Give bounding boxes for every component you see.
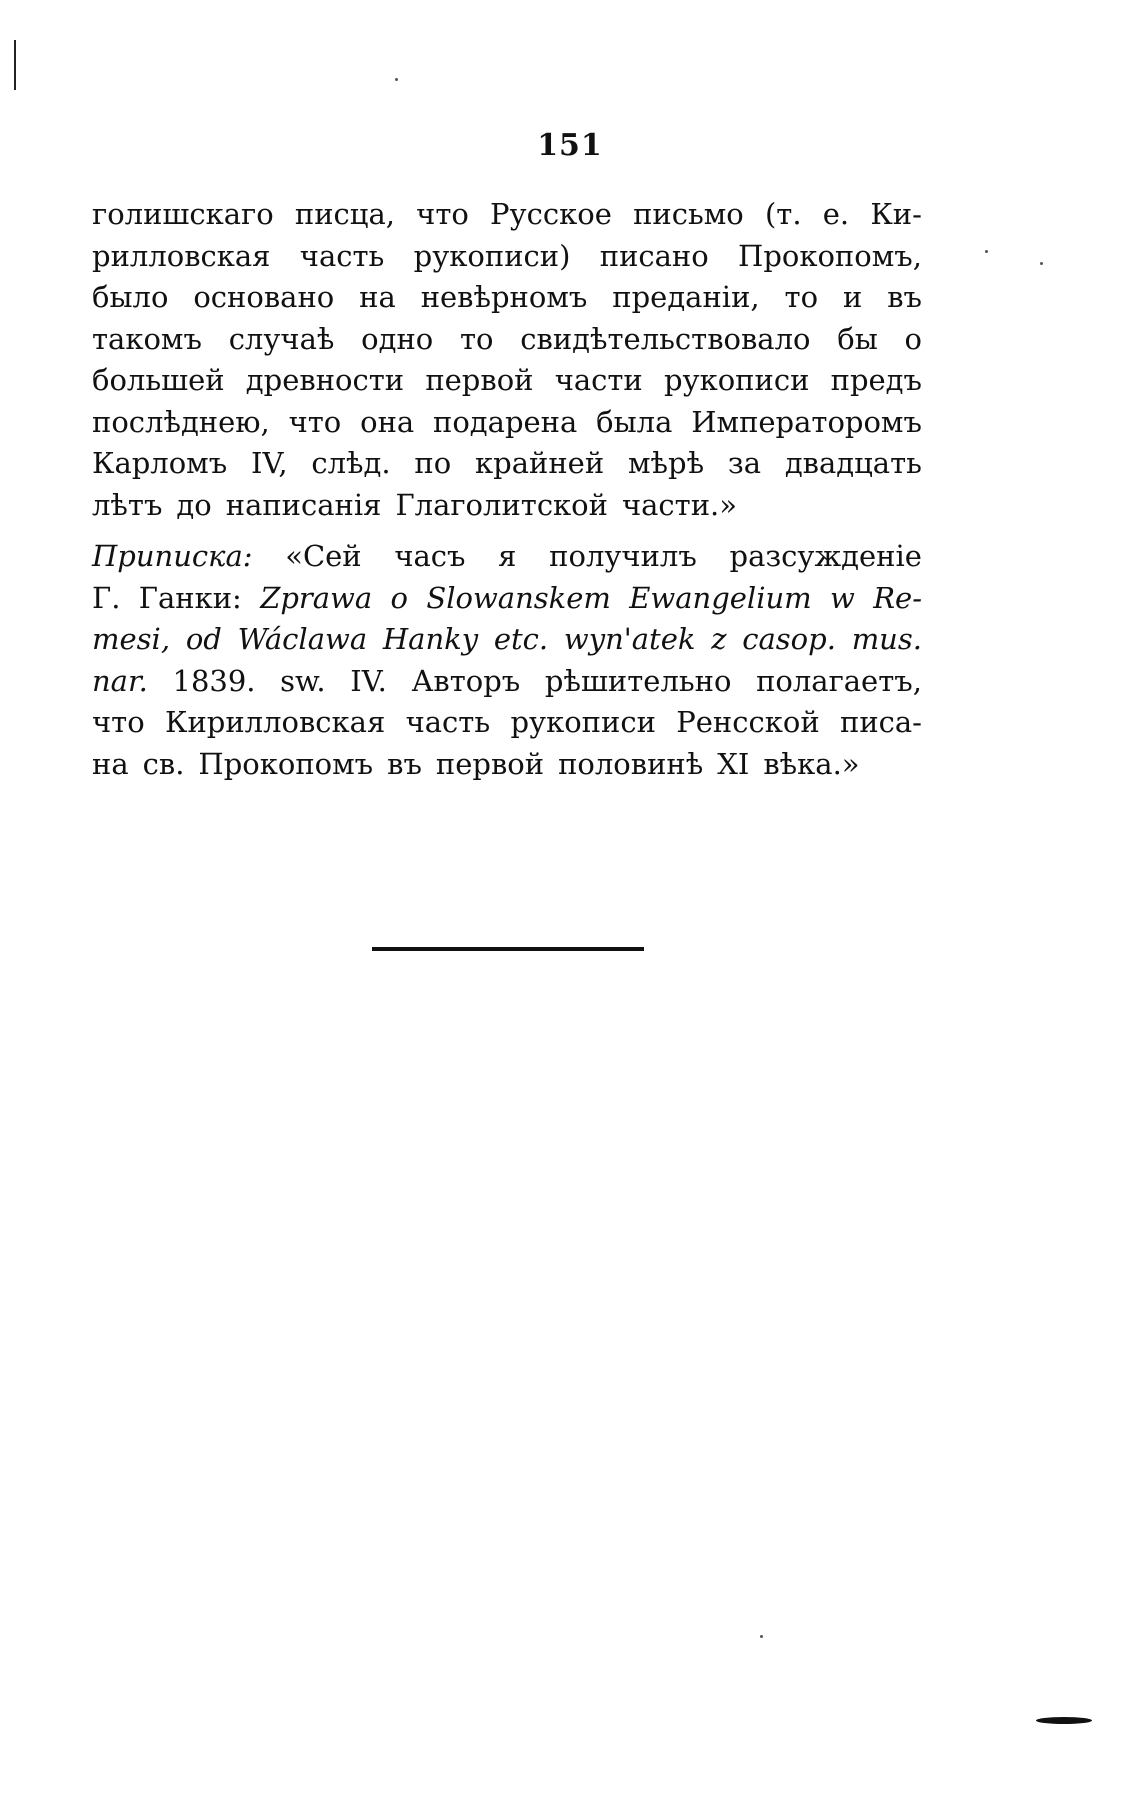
text-line <box>92 194 922 236</box>
word: одно <box>361 321 434 356</box>
word: IV, <box>251 446 288 480</box>
text-line <box>92 744 922 786</box>
word: z <box>711 622 727 656</box>
text-line <box>92 702 922 744</box>
word: Ки- <box>870 197 922 231</box>
page-number: 151 <box>537 128 603 163</box>
text-line <box>92 443 922 485</box>
word: Г. <box>92 580 121 615</box>
word: разсужденіе <box>729 539 922 573</box>
word: Карломъ <box>92 446 228 480</box>
word: части <box>554 363 643 397</box>
word: я <box>498 539 517 573</box>
word: послѣднею, <box>92 404 270 439</box>
word: Прокопомъ <box>198 746 374 781</box>
word: рукописи <box>663 363 810 397</box>
word: крайней <box>475 446 605 480</box>
word: то <box>459 321 494 356</box>
text-line <box>92 277 922 319</box>
word: за <box>727 446 762 480</box>
word: w <box>830 580 855 615</box>
word: Ренсской <box>676 705 820 739</box>
text-line <box>92 578 922 620</box>
word: Hanky <box>382 622 479 656</box>
word: (т. <box>764 197 802 231</box>
word: Императоромъ <box>691 404 922 439</box>
word: XI <box>717 746 750 781</box>
word: mesi, <box>92 622 171 656</box>
word: о <box>904 321 922 356</box>
word: Русское <box>490 197 612 231</box>
word: на <box>359 280 396 314</box>
word: что <box>288 404 342 439</box>
word: Ewangelium <box>629 580 812 615</box>
word: Slowanskem <box>426 580 611 615</box>
word: 1839. <box>172 663 256 698</box>
word: что <box>416 197 469 231</box>
word: по <box>414 446 452 480</box>
word: было <box>92 280 169 314</box>
word: первой <box>435 746 545 781</box>
scan-speck <box>1040 262 1043 265</box>
word: двадцать <box>784 446 922 480</box>
word: что <box>92 705 145 739</box>
text-line <box>92 619 922 661</box>
text-line <box>92 236 922 278</box>
scan-speck <box>760 1635 763 1638</box>
word: бы <box>837 321 878 356</box>
word: IV. <box>350 663 387 698</box>
word: рилловская <box>92 238 271 273</box>
word: Приписка: <box>92 539 253 573</box>
word: большей <box>92 363 225 397</box>
text-line <box>92 402 922 444</box>
ink-smudge <box>1036 1717 1092 1724</box>
word: она <box>360 404 415 439</box>
word: etc. <box>493 622 549 656</box>
text-line <box>92 319 922 361</box>
word: вѣка.» <box>763 746 860 781</box>
word: первой <box>425 363 534 397</box>
scan-edge-mark <box>14 40 16 90</box>
word: часть <box>299 238 385 273</box>
word: основано <box>193 280 335 314</box>
word: писа- <box>839 705 922 739</box>
word: случаѣ <box>228 321 335 356</box>
word: предъ <box>830 363 922 397</box>
word: мѣрѣ <box>627 446 705 480</box>
word: o <box>390 580 408 615</box>
word: части.» <box>621 487 738 522</box>
word: писца, <box>294 197 395 231</box>
scan-speck <box>985 250 988 253</box>
word: wyn'atek <box>563 622 696 656</box>
word: свидѣтельствовало <box>520 321 811 356</box>
word: половинѣ <box>558 746 704 781</box>
word: рукописи) <box>413 238 571 273</box>
text-line <box>92 661 922 703</box>
section-rule <box>372 947 644 951</box>
word: такомъ <box>92 321 202 356</box>
word: полагаетъ, <box>756 663 922 698</box>
word: Ганки: <box>138 580 242 615</box>
text-line <box>92 485 922 527</box>
paragraph-gap <box>92 526 922 536</box>
word: невѣрномъ <box>420 280 588 314</box>
word: и <box>842 280 863 314</box>
word: до <box>176 487 212 522</box>
word: Глаголитской <box>395 487 608 522</box>
word: Wáclawa <box>237 622 368 656</box>
word: была <box>596 404 673 439</box>
word: написанія <box>225 487 382 522</box>
word: писано <box>599 238 709 273</box>
word: sw. <box>280 663 326 698</box>
word: рѣшительно <box>544 663 732 698</box>
text-line <box>92 360 922 402</box>
word: часть <box>405 705 491 739</box>
word: Прокопомъ, <box>738 238 922 273</box>
word: получилъ <box>549 539 697 573</box>
scan-speck <box>395 78 398 81</box>
word: голишскаго <box>92 197 274 231</box>
word: преданіи, <box>612 280 760 314</box>
word: od <box>185 622 222 656</box>
word: Zprawa <box>260 580 373 615</box>
body-text <box>92 194 922 785</box>
word: рукописи <box>510 705 656 739</box>
text-line <box>92 536 922 578</box>
word: Re- <box>873 580 922 615</box>
word: nar. <box>92 663 148 698</box>
word: св. <box>142 746 185 781</box>
word: подарена <box>433 404 578 439</box>
word: въ <box>887 280 922 314</box>
word: Кирилловская <box>165 705 386 739</box>
word: лѣтъ <box>92 487 163 522</box>
word: древности <box>245 363 405 397</box>
word: письмо <box>633 197 744 231</box>
word: Авторъ <box>411 663 521 698</box>
word: то <box>784 280 819 314</box>
word: на <box>92 746 129 781</box>
word: часъ <box>394 539 466 573</box>
word: casop. <box>742 622 836 656</box>
word: mus. <box>851 622 922 656</box>
word: «Сей <box>285 539 362 573</box>
word: е. <box>822 197 850 231</box>
word: въ <box>387 746 422 781</box>
word: слѣд. <box>311 446 391 480</box>
